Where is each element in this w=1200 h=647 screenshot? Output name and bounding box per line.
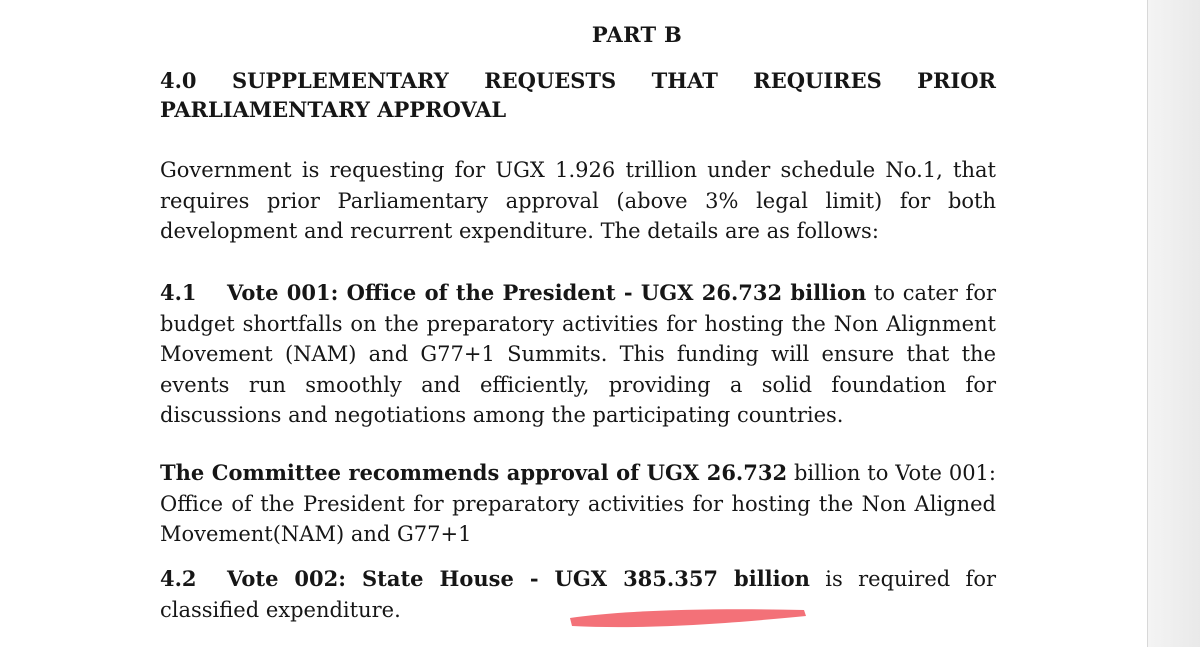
recommendation-text: billion to Vote 001: Office of the President for preparatory activities for hosting the Non Aligned Movement(NAM) and G77+1 [160, 461, 996, 546]
item-text: to cater for budget shortfalls on the preparatory activities for hosting the Non Alignment Movement (NAM) and G77+1 Summits. This funding will ensure that the events run smoothly and efficiently, providing a solid foundation for discussions and negotiations among the participating countries. [160, 281, 996, 427]
heading-word: SUPPLEMENTARY [231, 68, 449, 93]
item-text: is required for classified expenditure. [160, 567, 996, 622]
section-heading-line-1 [160, 66, 996, 95]
heading-word: REQUESTS [484, 68, 617, 93]
highlight-underline [564, 600, 814, 634]
part-title: PART B [591, 22, 683, 47]
heading-word: PRIOR [917, 68, 996, 93]
heading-word: REQUIRES [753, 68, 882, 93]
section-heading-line-2: PARLIAMENTARY APPROVAL [160, 97, 507, 122]
recommendation-paragraph [160, 458, 996, 550]
item-4-1-paragraph [160, 278, 996, 431]
intro-paragraph: Government is requesting for UGX 1.926 trillion under schedule No.1, that requires prior Parliamentary approval (above 3% legal limit) for both development and recurrent expenditure. The details are as follows: [160, 158, 996, 243]
heading-word: THAT [651, 68, 718, 93]
recommendation-bold: The Committee recommends approval of UGX 26.732 [160, 460, 788, 485]
item-title: Vote 002: State House - UGX 385.357 billion [227, 566, 810, 591]
item-number: 4.1 [160, 280, 197, 305]
page-edge [1147, 0, 1200, 647]
item-title: Vote 001: Office of the President - UGX 26.732 billion [227, 280, 867, 305]
item-number: 4.2 [160, 566, 197, 591]
section-heading [160, 66, 996, 124]
section-number: 4.0 [160, 68, 197, 93]
